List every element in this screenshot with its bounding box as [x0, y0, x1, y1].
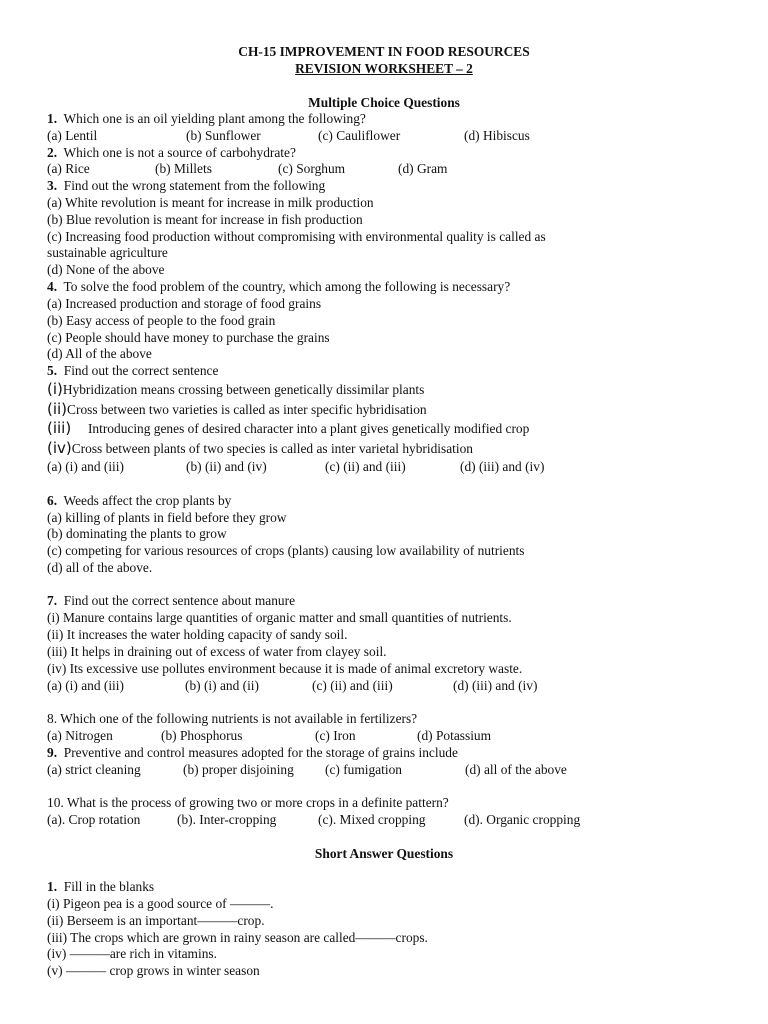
saq-question-1 [47, 879, 154, 895]
option-a: (a) Increased production and storage of food grains [47, 296, 322, 311]
question-4 [47, 279, 510, 295]
option-c: (c) (ii) and (iii) [312, 678, 393, 693]
question-9 [47, 745, 458, 761]
question-text: Find out the wrong statement from the following [63, 178, 326, 193]
question-1 [47, 111, 366, 127]
statement-iii [47, 420, 529, 437]
question-text: Weeds affect the crop plants by [63, 493, 232, 508]
statement-iv: (iv) Its excessive use pollutes environment because it is made of animal excretory waste. [47, 661, 523, 676]
option-a: (a) strict cleaning [47, 762, 141, 777]
option-c: (c) People should have money to purchase the grains [47, 330, 330, 345]
option-b: (b) Sunflower [186, 128, 261, 143]
question-number: 6. [47, 493, 58, 508]
question-text: Find out the correct sentence about manure [63, 593, 296, 608]
option-c: (c) Sorghum [278, 161, 346, 176]
question-text: Find out the correct sentence [63, 363, 219, 378]
option-a: (a) Rice [47, 161, 90, 176]
option-a: (a). Crop rotation [47, 812, 141, 827]
statement-label: (iii) [47, 419, 72, 437]
question-2 [47, 145, 296, 161]
chapter-title: CH-15 IMPROVEMENT IN FOOD RESOURCES [238, 44, 530, 59]
question-number: 3. [47, 178, 58, 193]
option-b: (b) (ii) and (iv) [186, 459, 267, 474]
option-d: (d) All of the above [47, 346, 152, 361]
option-b: (b) proper disjoining [183, 762, 294, 777]
statement-i: (i) Manure contains large quantities of organic matter and small quantities of nutrients. [47, 610, 512, 625]
option-a: (a) Nitrogen [47, 728, 113, 743]
option-d: (d). Organic cropping [464, 812, 581, 827]
option-b: (b). Inter-cropping [177, 812, 277, 827]
question-8: 8. Which one of the following nutrients is not available in fertilizers? [47, 711, 418, 726]
question-number: 1. [47, 879, 58, 894]
statement-ii: (ii) It increases the water holding capacity of sandy soil. [47, 627, 348, 642]
blank-iii: (iii) The crops which are grown in rainy season are called———crops. [47, 930, 428, 945]
question-text: Preventive and control measures adopted for the storage of grains include [63, 745, 458, 760]
question-text: Which one is an oil yielding plant among the following? [63, 111, 366, 126]
option-b: (b) dominating the plants to grow [47, 526, 227, 541]
option-b: (b) Phosphorus [161, 728, 243, 743]
option-a: (a) Lentil [47, 128, 98, 143]
option-c: (c). Mixed cropping [318, 812, 426, 827]
statement-ii [47, 401, 427, 418]
question-6 [47, 493, 231, 509]
statement-iv [47, 440, 473, 457]
option-a: (a) White revolution is meant for increase in milk production [47, 195, 374, 210]
question-5 [47, 363, 218, 379]
option-c-continued: sustainable agriculture [47, 245, 168, 260]
statement-i [47, 381, 424, 398]
option-d: (d) Hibiscus [464, 128, 530, 143]
option-b: (b) Millets [155, 161, 212, 176]
option-b: (b) Blue revolution is meant for increase in fish production [47, 212, 363, 227]
question-number: 5. [47, 363, 58, 378]
option-a: (a) (i) and (iii) [47, 678, 124, 693]
option-b: (b) (i) and (ii) [185, 678, 259, 693]
saq-heading: Short Answer Questions [314, 846, 454, 861]
worksheet-title: REVISION WORKSHEET – 2 [295, 61, 473, 76]
statement-text: Cross between two varieties is called as inter specific hybridisation [67, 402, 427, 417]
option-d: (d) None of the above [47, 262, 165, 277]
question-number: 9. [47, 745, 58, 760]
statement-iii: (iii) It helps in draining out of excess of water from clayey soil. [47, 644, 387, 659]
question-text: Which one is not a source of carbohydrate? [63, 145, 296, 160]
option-c: (c) (ii) and (iii) [325, 459, 406, 474]
blank-v: (v) ——— crop grows in winter season [47, 963, 260, 978]
option-d: (d) all of the above. [47, 560, 153, 575]
option-d: (d) Potassium [417, 728, 492, 743]
question-7 [47, 593, 295, 609]
option-c: (c) fumigation [325, 762, 402, 777]
statement-label: (ii) [47, 400, 68, 418]
option-b: (b) Easy access of people to the food grain [47, 313, 276, 328]
option-a: (a) killing of plants in field before they grow [47, 510, 287, 525]
statement-text: Cross between plants of two species is called as inter varietal hybridisation [71, 441, 473, 456]
option-c: (c) Cauliflower [318, 128, 401, 143]
option-d: (d) all of the above [465, 762, 567, 777]
statement-text: Introducing genes of desired character into a plant gives genetically modified crop [87, 421, 530, 436]
option-d: (d) (iii) and (iv) [460, 459, 545, 474]
option-c: (c) Increasing food production without compromising with environmental quality is called as [47, 229, 546, 244]
statement-text: Hybridization means crossing between genetically dissimilar plants [62, 382, 425, 397]
option-d: (d) (iii) and (iv) [453, 678, 538, 693]
question-number: 4. [47, 279, 58, 294]
statement-label: (iv) [47, 439, 72, 457]
question-number: 1. [47, 111, 58, 126]
question-text: To solve the food problem of the country, which among the following is necessary? [63, 279, 511, 294]
blank-ii: (ii) Berseem is an important———crop. [47, 913, 265, 928]
option-a: (a) (i) and (iii) [47, 459, 124, 474]
blank-i: (i) Pigeon pea is a good source of ———. [47, 896, 274, 911]
question-3 [47, 178, 325, 194]
question-number: 7. [47, 593, 58, 608]
option-d: (d) Gram [398, 161, 448, 176]
question-10: 10. What is the process of growing two or more crops in a definite pattern? [47, 795, 449, 810]
blank-iv: (iv) ———are rich in vitamins. [47, 946, 217, 961]
mcq-heading: Multiple Choice Questions [308, 95, 460, 110]
statement-label: (i) [47, 380, 63, 398]
option-c: (c) competing for various resources of crops (plants) causing low availability of nutrients [47, 543, 525, 558]
question-text: Fill in the blanks [63, 879, 155, 894]
question-number: 2. [47, 145, 58, 160]
option-c: (c) Iron [315, 728, 356, 743]
